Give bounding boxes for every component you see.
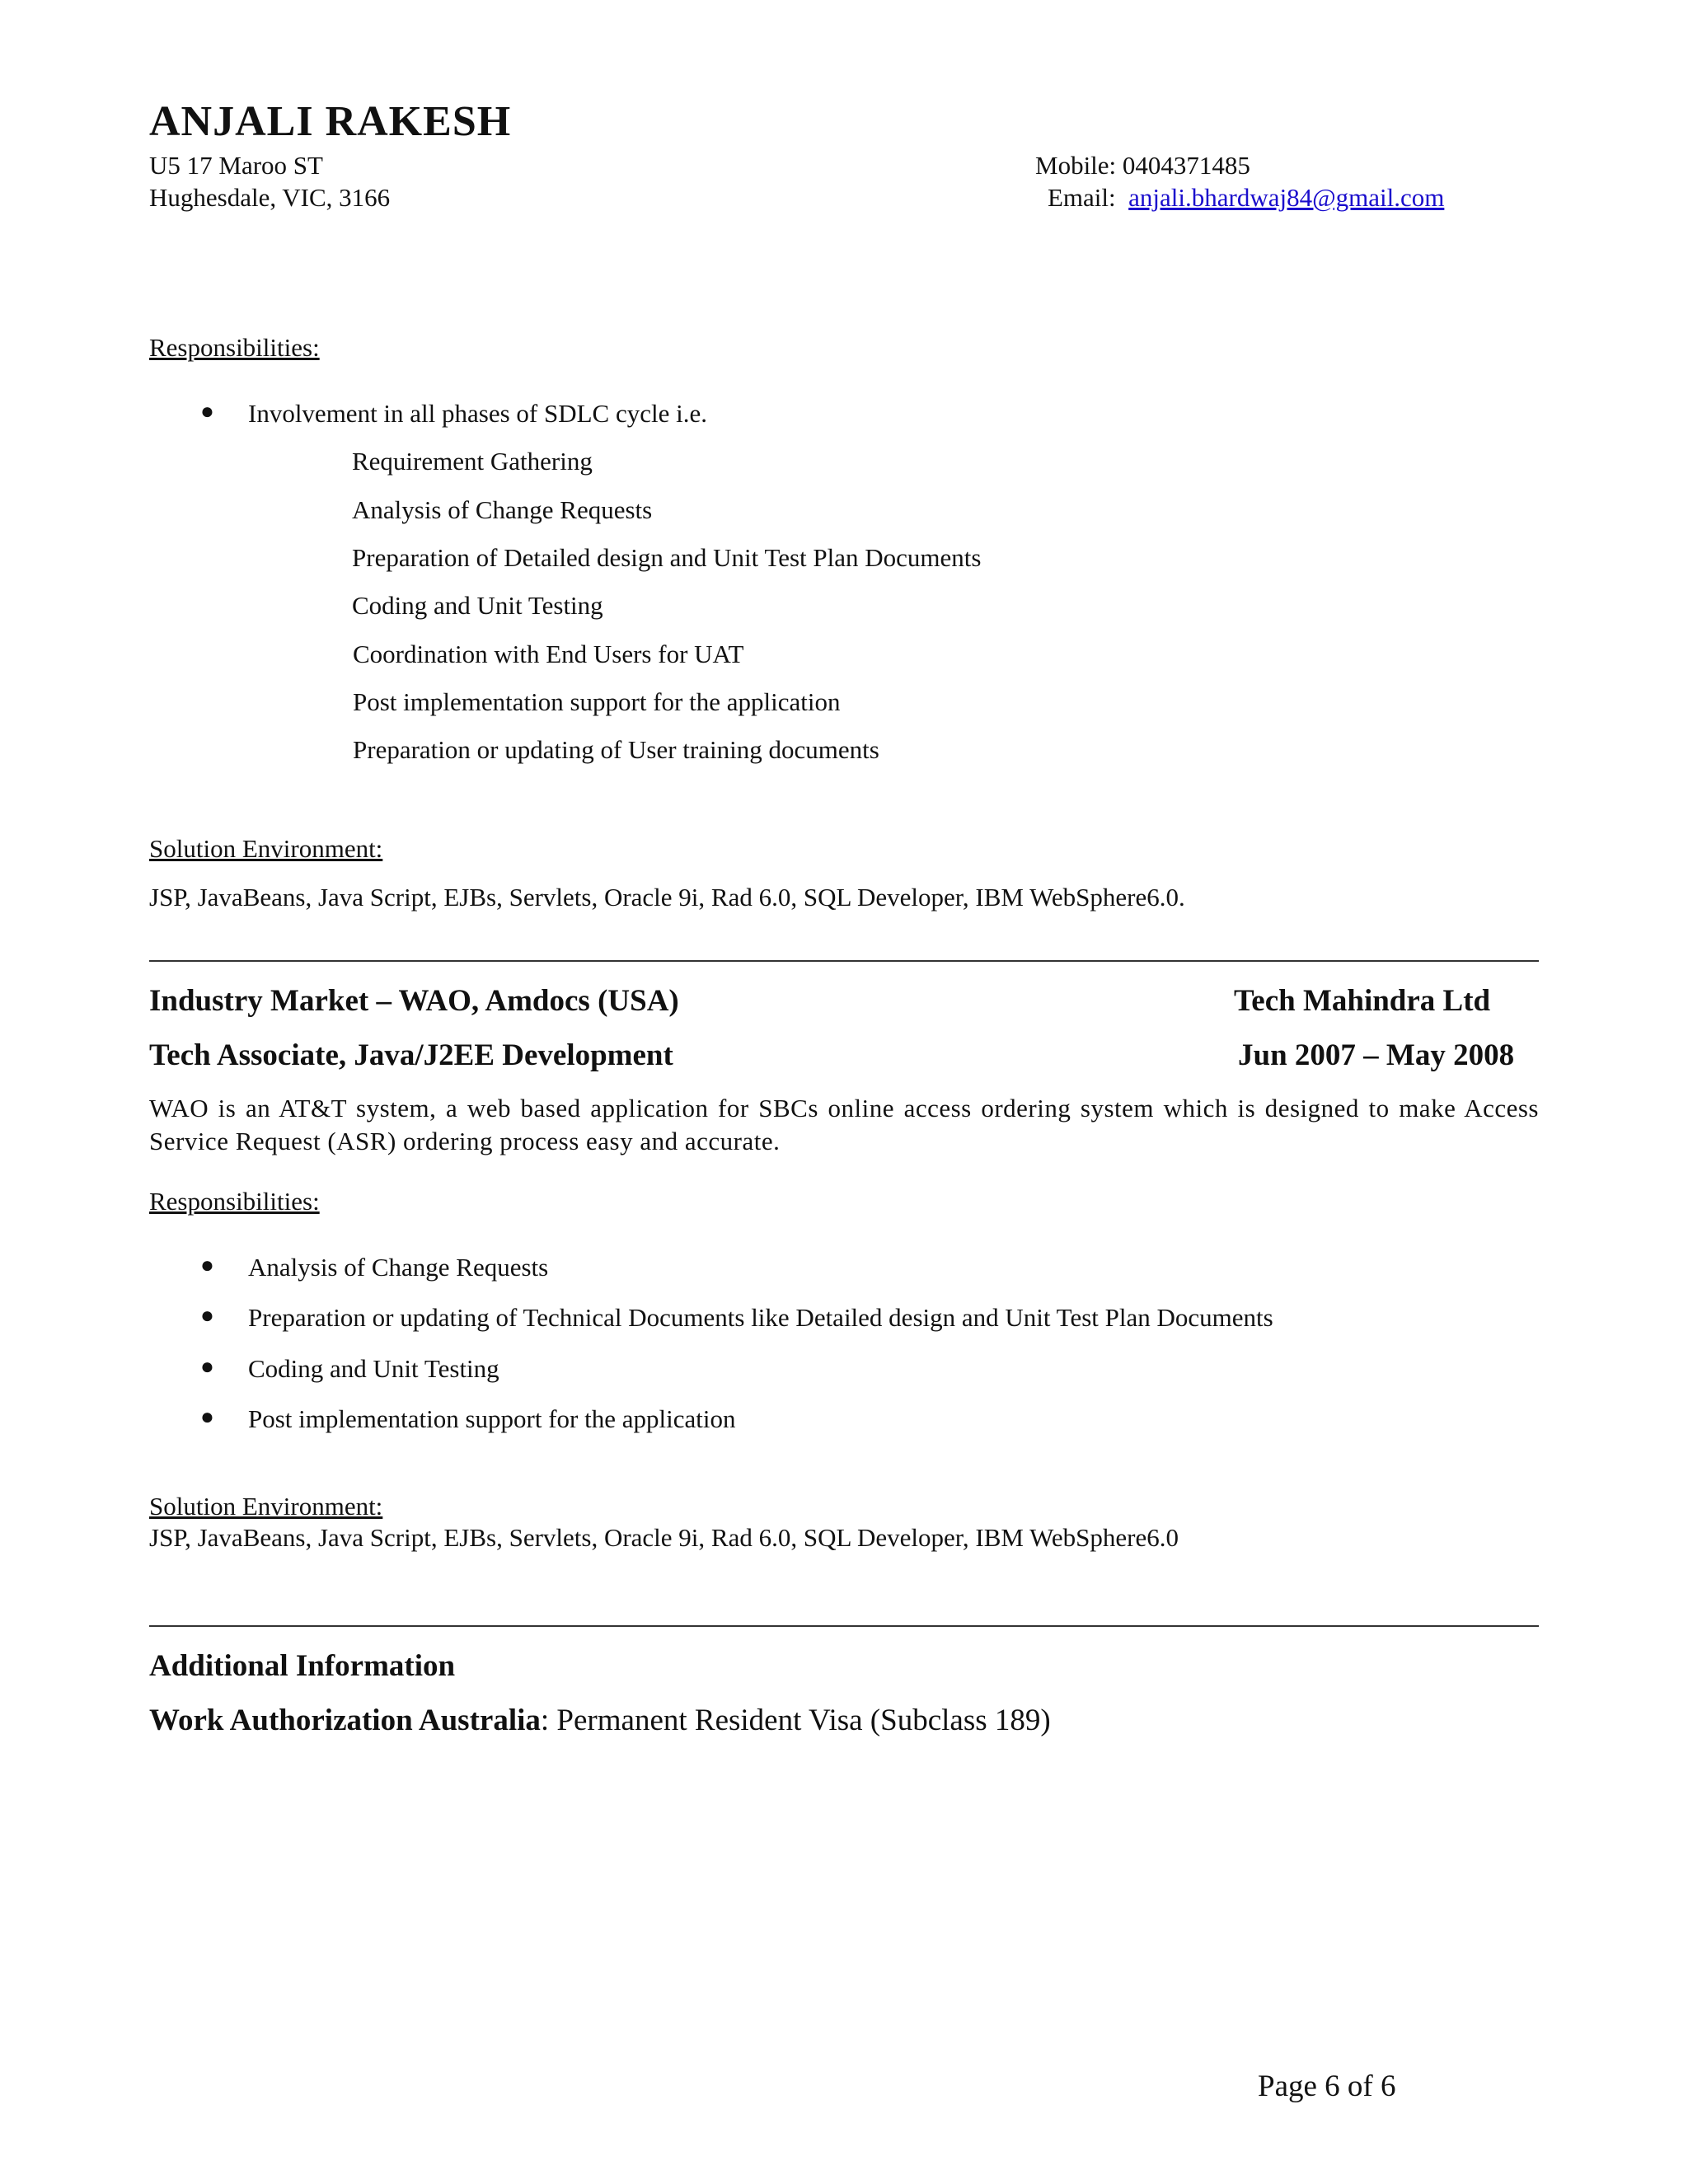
- bullet-icon: ●: [200, 1354, 214, 1380]
- page-number: Page 6 of 6: [1258, 2069, 1396, 2103]
- sub-item: Post implementation support for the application: [353, 687, 841, 716]
- bullet-item: [149, 1404, 1539, 1437]
- solution-environment-heading-1: Solution Environment:: [149, 834, 383, 863]
- section-divider: [149, 1625, 1539, 1627]
- sub-item: Coding and Unit Testing: [352, 591, 603, 620]
- bullet-icon: ●: [200, 1303, 214, 1329]
- project-title: Industry Market – WAO, Amdocs (USA): [149, 984, 679, 1018]
- bullet-text: Preparation or updating of Technical Documents like Detailed design and Unit Test Plan Documents: [248, 1303, 1273, 1332]
- address-line-2: Hughesdale, VIC, 3166: [149, 183, 391, 212]
- sub-item: Coordination with End Users for UAT: [353, 640, 744, 668]
- sub-item: Preparation or updating of User training documents: [353, 735, 879, 764]
- bullet-icon: ●: [200, 399, 214, 424]
- work-authorization: [149, 1703, 1051, 1738]
- sub-item: Analysis of Change Requests: [352, 495, 653, 524]
- mobile-value: 0404371485: [1122, 151, 1250, 180]
- responsibilities-heading-1: Responsibilities:: [149, 333, 320, 362]
- bullet-item: [149, 1354, 1539, 1387]
- bullet-text: Involvement in all phases of SDLC cycle i.e.: [248, 399, 708, 428]
- bullet-item: [149, 1303, 1539, 1336]
- responsibilities-heading-2: Responsibilities:: [149, 1187, 320, 1216]
- section-divider: [149, 960, 1539, 962]
- address-line-1: U5 17 Maroo ST: [149, 151, 323, 180]
- role-title: Tech Associate, Java/J2EE Development: [149, 1038, 673, 1072]
- bullet-text: Post implementation support for the application: [248, 1404, 736, 1433]
- work-authorization-label: Work Authorization Australia: [149, 1704, 541, 1737]
- solution-environment-text-2: JSP, JavaBeans, Java Script, EJBs, Servlets, Oracle 9i, Rad 6.0, SQL Developer, IBM WebSphere6.0: [149, 1523, 1179, 1552]
- bullet-text: Analysis of Change Requests: [248, 1253, 549, 1282]
- bullet-item: [149, 1253, 1539, 1286]
- email-link[interactable]: anjali.bhardwaj84@gmail.com: [1128, 183, 1445, 212]
- bullet-text: Coding and Unit Testing: [248, 1354, 499, 1383]
- company-name: Tech Mahindra Ltd: [1234, 984, 1491, 1018]
- work-authorization-value: : Permanent Resident Visa (Subclass 189): [540, 1704, 1051, 1737]
- mobile-label: Mobile:: [1035, 151, 1117, 180]
- email-contact: [1048, 183, 1444, 213]
- mobile-contact: [1035, 151, 1250, 180]
- employment-dates: Jun 2007 – May 2008: [1238, 1038, 1515, 1072]
- project-description: WAO is an AT&T system, a web based application for SBCs online access ordering system which is designed to make Access Service Request (ASR) ordering process easy and accurate.: [149, 1094, 1539, 1155]
- bullet-item: [149, 399, 1539, 432]
- solution-environment-heading-2: Solution Environment:: [149, 1492, 383, 1521]
- email-label: Email:: [1048, 183, 1116, 212]
- solution-environment-text-1: JSP, JavaBeans, Java Script, EJBs, Servlets, Oracle 9i, Rad 6.0, SQL Developer, IBM WebSphere6.0.: [149, 883, 1185, 912]
- sub-item: Preparation of Detailed design and Unit Test Plan Documents: [352, 543, 982, 572]
- candidate-name: ANJALI RAKESH: [149, 98, 512, 145]
- additional-information-heading: Additional Information: [149, 1649, 456, 1683]
- bullet-icon: ●: [200, 1404, 214, 1430]
- bullet-icon: ●: [200, 1253, 214, 1278]
- sub-item: Requirement Gathering: [352, 447, 593, 476]
